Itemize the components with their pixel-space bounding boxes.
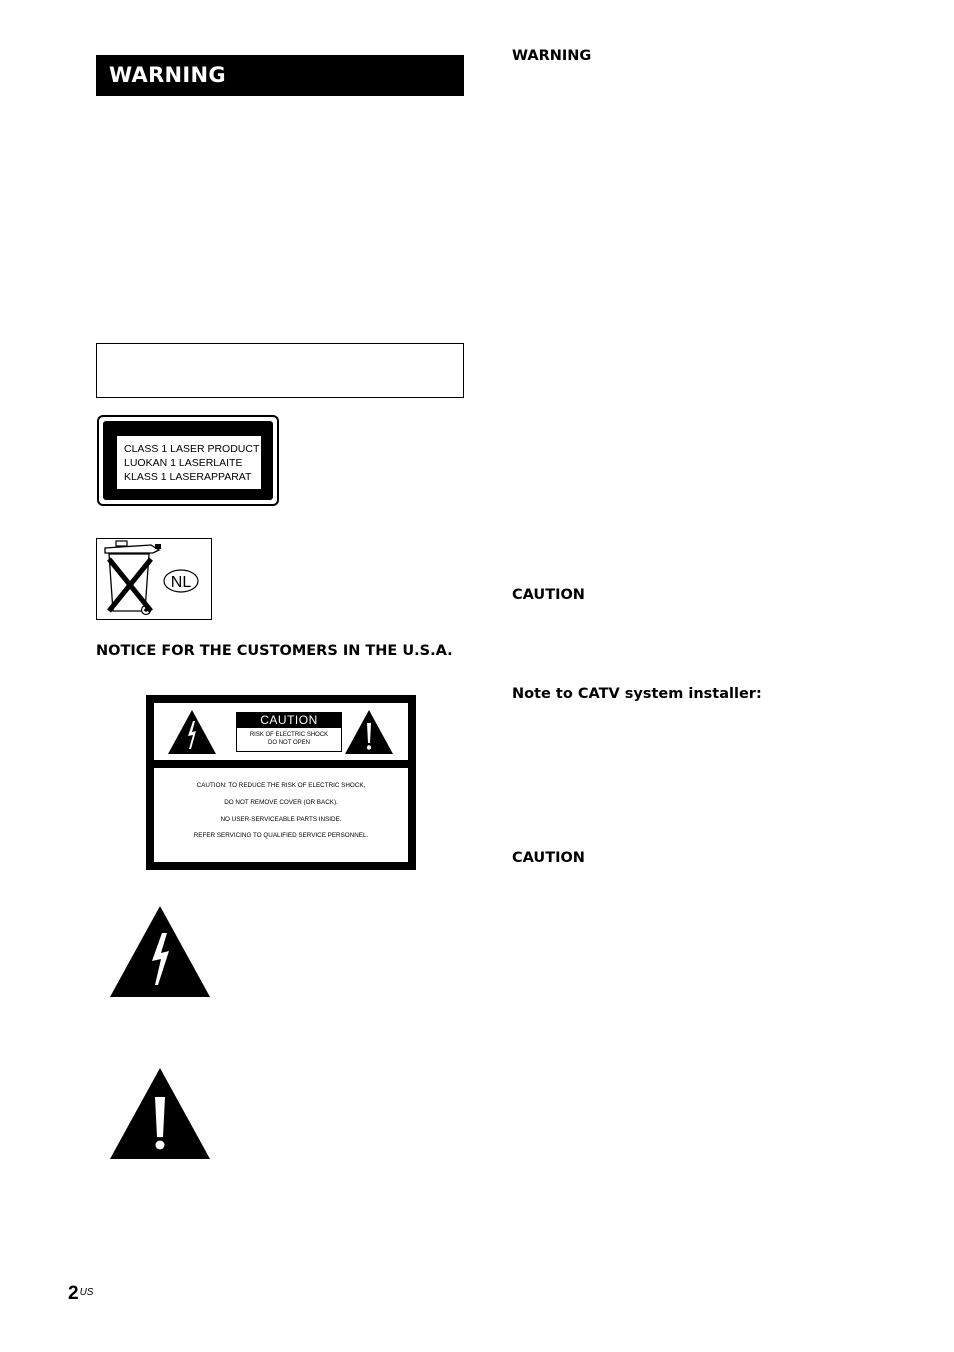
weee-country-code: NL <box>170 574 192 591</box>
catv-installer-heading: Note to CATV system installer: <box>512 686 762 702</box>
page-number-value: 2 <box>68 1283 79 1304</box>
caution-shock-label <box>146 695 416 870</box>
page-number <box>68 1283 93 1305</box>
caution-subtitle <box>237 728 341 747</box>
page-number-suffix: US <box>79 1287 94 1298</box>
laser-label-text <box>117 436 261 489</box>
exclamation-triangle-icon <box>109 1067 211 1160</box>
laser-product-label <box>97 415 279 506</box>
caution-title: CAUTION <box>237 713 341 728</box>
laser-label-frame <box>103 421 273 500</box>
laser-label-line-1: CLASS 1 LASER PRODUCT <box>124 443 260 455</box>
caution-heading: CAUTION <box>512 587 585 603</box>
caution-line-4: REFER SERVICING TO QUALIFIED SERVICE PERSONNEL. <box>193 832 369 839</box>
blank-notice-box <box>96 343 464 398</box>
weee-disposal-mark <box>96 538 212 620</box>
lightning-flash-triangle-icon <box>109 905 211 998</box>
caution-line-1: CAUTION: TO REDUCE THE RISK OF ELECTRIC SHOCK, <box>196 782 366 789</box>
caution-subtitle-line-1: RISK OF ELECTRIC SHOCK <box>249 732 329 738</box>
caution-heading-2: CAUTION <box>512 850 585 866</box>
usa-notice-heading: NOTICE FOR THE CUSTOMERS IN THE U.S.A. <box>96 643 453 659</box>
lightning-flash-triangle-icon <box>167 709 217 755</box>
laser-label-line-3: KLASS 1 LASERAPPARAT <box>124 471 252 483</box>
warning-banner: WARNING <box>96 55 464 96</box>
caution-label-bottom <box>154 768 408 862</box>
caution-label-top <box>154 703 408 760</box>
warning-heading: WARNING <box>512 48 592 64</box>
exclamation-triangle-icon <box>344 709 394 755</box>
caution-title-box <box>236 712 342 752</box>
laser-label-line-2: LUOKAN 1 LASERLAITE <box>124 457 243 469</box>
crossed-bin-icon <box>97 539 211 619</box>
caution-line-2: DO NOT REMOVE COVER (OR BACK). <box>224 799 338 806</box>
caution-subtitle-line-2: DO NOT OPEN <box>268 740 310 746</box>
caution-line-3: NO USER-SERVICEABLE PARTS INSIDE. <box>220 816 342 823</box>
